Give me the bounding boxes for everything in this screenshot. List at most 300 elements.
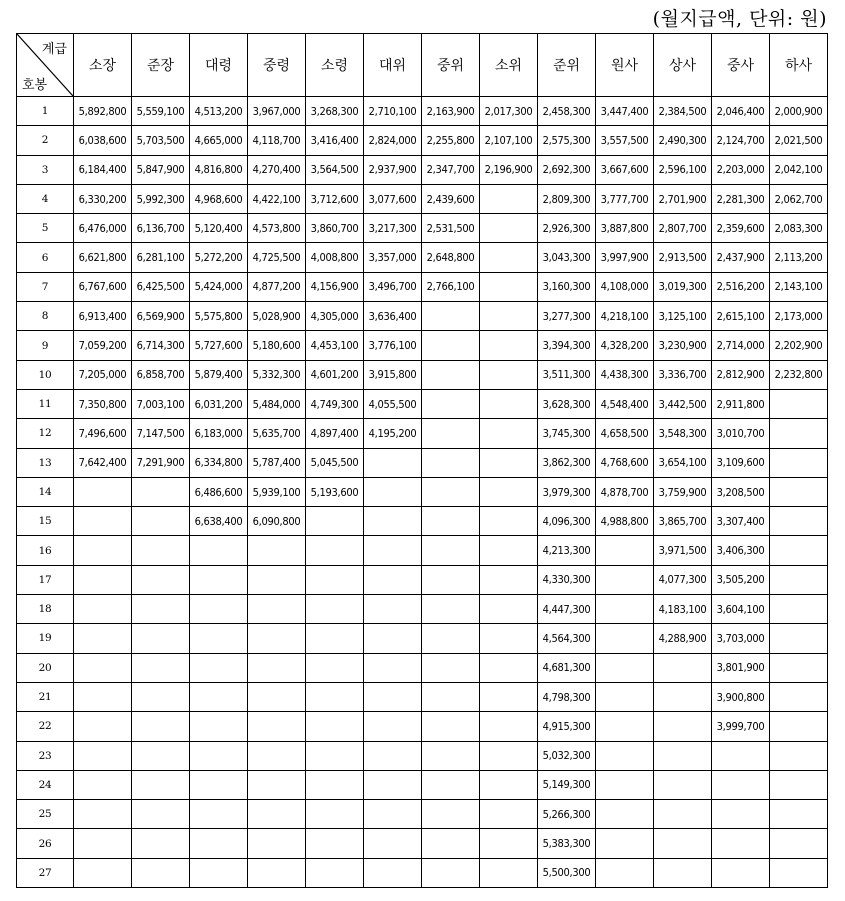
step-cell: 5 <box>17 214 74 243</box>
pay-cell: 4,665,000 <box>190 126 248 155</box>
pay-cell <box>596 770 654 799</box>
pay-cell <box>306 507 364 536</box>
pay-cell: 5,939,100 <box>248 477 306 506</box>
table-row <box>17 829 828 858</box>
pay-cell: 5,879,400 <box>190 360 248 389</box>
pay-cell <box>480 419 538 448</box>
pay-cell <box>480 477 538 506</box>
pay-cell <box>74 858 132 887</box>
pay-cell: 3,416,400 <box>306 126 364 155</box>
pay-cell <box>596 565 654 594</box>
pay-cell <box>654 770 712 799</box>
pay-cell: 6,090,800 <box>248 507 306 536</box>
pay-cell <box>480 858 538 887</box>
pay-cell: 2,062,700 <box>770 184 828 213</box>
pay-cell <box>248 712 306 741</box>
pay-cell: 2,203,000 <box>712 155 770 184</box>
pay-cell: 2,926,300 <box>538 214 596 243</box>
pay-cell: 4,915,300 <box>538 712 596 741</box>
pay-cell: 2,437,900 <box>712 243 770 272</box>
step-cell: 19 <box>17 624 74 653</box>
pay-cell: 4,564,300 <box>538 624 596 653</box>
table-row <box>17 126 828 155</box>
pay-cell: 4,725,500 <box>248 243 306 272</box>
step-cell: 13 <box>17 448 74 477</box>
pay-cell <box>770 624 828 653</box>
pay-cell <box>74 800 132 829</box>
pay-cell: 2,202,900 <box>770 331 828 360</box>
pay-cell: 4,513,200 <box>190 97 248 126</box>
pay-cell <box>74 624 132 653</box>
rank-header: 상사 <box>654 34 712 97</box>
step-cell: 12 <box>17 419 74 448</box>
pay-cell: 4,118,700 <box>248 126 306 155</box>
rank-header: 중위 <box>422 34 480 97</box>
pay-cell <box>770 507 828 536</box>
pay-cell: 5,484,000 <box>248 389 306 418</box>
pay-cell: 2,046,400 <box>712 97 770 126</box>
pay-cell: 6,184,400 <box>74 155 132 184</box>
pay-cell <box>132 682 190 711</box>
pay-cell <box>596 682 654 711</box>
table-row <box>17 155 828 184</box>
pay-cell <box>248 653 306 682</box>
pay-cell: 7,205,000 <box>74 360 132 389</box>
pay-cell <box>770 448 828 477</box>
pay-cell <box>422 302 480 331</box>
pay-cell: 4,968,600 <box>190 184 248 213</box>
pay-cell: 2,107,100 <box>480 126 538 155</box>
pay-cell <box>480 800 538 829</box>
pay-cell <box>480 389 538 418</box>
pay-cell <box>422 800 480 829</box>
pay-cell <box>770 712 828 741</box>
pay-cell <box>306 624 364 653</box>
pay-cell: 2,596,100 <box>654 155 712 184</box>
pay-cell <box>74 770 132 799</box>
pay-cell <box>770 477 828 506</box>
table-row <box>17 448 828 477</box>
pay-cell <box>654 741 712 770</box>
pay-cell: 2,021,500 <box>770 126 828 155</box>
step-cell: 18 <box>17 595 74 624</box>
pay-cell <box>364 653 422 682</box>
pay-cell: 5,559,100 <box>132 97 190 126</box>
pay-cell: 2,911,800 <box>712 389 770 418</box>
pay-cell: 3,406,300 <box>712 536 770 565</box>
pay-cell: 3,636,400 <box>364 302 422 331</box>
pay-cell: 4,328,200 <box>596 331 654 360</box>
pay-cell <box>422 536 480 565</box>
pay-cell: 3,712,600 <box>306 184 364 213</box>
rank-header: 원사 <box>596 34 654 97</box>
pay-cell: 2,359,600 <box>712 214 770 243</box>
pay-cell: 2,648,800 <box>422 243 480 272</box>
table-row <box>17 624 828 653</box>
pay-cell: 3,447,400 <box>596 97 654 126</box>
pay-cell: 3,703,000 <box>712 624 770 653</box>
pay-cell: 3,887,800 <box>596 214 654 243</box>
pay-cell <box>190 741 248 770</box>
rank-header: 중령 <box>248 34 306 97</box>
pay-cell: 7,003,100 <box>132 389 190 418</box>
pay-cell: 4,878,700 <box>596 477 654 506</box>
rank-header: 대위 <box>364 34 422 97</box>
pay-cell: 3,777,700 <box>596 184 654 213</box>
pay-cell <box>596 624 654 653</box>
pay-cell: 3,979,300 <box>538 477 596 506</box>
pay-cell <box>248 829 306 858</box>
pay-cell: 4,877,200 <box>248 272 306 301</box>
pay-cell <box>596 653 654 682</box>
pay-cell: 4,798,300 <box>538 682 596 711</box>
pay-cell: 4,447,300 <box>538 595 596 624</box>
pay-cell <box>480 184 538 213</box>
table-row <box>17 97 828 126</box>
pay-cell <box>654 712 712 741</box>
pay-cell: 4,077,300 <box>654 565 712 594</box>
pay-cell <box>422 477 480 506</box>
pay-cell: 6,281,100 <box>132 243 190 272</box>
pay-cell <box>770 682 828 711</box>
pay-cell <box>712 770 770 799</box>
pay-cell: 3,496,700 <box>364 272 422 301</box>
pay-cell <box>770 653 828 682</box>
table-row <box>17 507 828 536</box>
pay-cell: 6,569,900 <box>132 302 190 331</box>
pay-cell <box>306 682 364 711</box>
pay-cell: 6,714,300 <box>132 331 190 360</box>
step-cell: 1 <box>17 97 74 126</box>
step-cell: 21 <box>17 682 74 711</box>
pay-cell <box>422 741 480 770</box>
pay-cell <box>422 360 480 389</box>
pay-cell <box>74 536 132 565</box>
pay-cell <box>770 858 828 887</box>
pay-cell <box>132 565 190 594</box>
pay-cell <box>248 624 306 653</box>
pay-cell: 2,913,500 <box>654 243 712 272</box>
pay-cell <box>74 829 132 858</box>
pay-cell <box>422 419 480 448</box>
pay-cell: 2,083,300 <box>770 214 828 243</box>
pay-cell <box>306 858 364 887</box>
pay-cell: 2,692,300 <box>538 155 596 184</box>
pay-cell <box>364 858 422 887</box>
pay-cell: 2,143,100 <box>770 272 828 301</box>
pay-cell: 3,801,900 <box>712 653 770 682</box>
pay-cell: 4,548,400 <box>596 389 654 418</box>
step-cell: 16 <box>17 536 74 565</box>
pay-cell <box>74 477 132 506</box>
step-cell: 15 <box>17 507 74 536</box>
table-row <box>17 272 828 301</box>
table-body <box>17 97 828 888</box>
pay-cell <box>480 682 538 711</box>
pay-cell <box>364 477 422 506</box>
pay-cell: 6,136,700 <box>132 214 190 243</box>
pay-cell: 2,937,900 <box>364 155 422 184</box>
step-cell: 3 <box>17 155 74 184</box>
pay-cell <box>712 800 770 829</box>
pay-cell: 3,900,800 <box>712 682 770 711</box>
unit-caption: (월지급액, 단위: 원) <box>652 8 827 30</box>
pay-cell: 3,277,300 <box>538 302 596 331</box>
pay-cell: 6,038,600 <box>74 126 132 155</box>
pay-cell <box>190 682 248 711</box>
pay-cell: 4,681,300 <box>538 653 596 682</box>
pay-cell <box>480 272 538 301</box>
pay-cell <box>248 565 306 594</box>
pay-cell <box>132 507 190 536</box>
pay-cell: 2,017,300 <box>480 97 538 126</box>
table-row <box>17 184 828 213</box>
pay-cell: 2,196,900 <box>480 155 538 184</box>
pay-cell <box>770 829 828 858</box>
pay-cell: 3,860,700 <box>306 214 364 243</box>
pay-cell: 6,476,000 <box>74 214 132 243</box>
table-row <box>17 741 828 770</box>
pay-cell <box>364 595 422 624</box>
pay-cell: 5,149,300 <box>538 770 596 799</box>
pay-cell: 5,787,400 <box>248 448 306 477</box>
pay-cell: 3,999,700 <box>712 712 770 741</box>
pay-cell: 4,213,300 <box>538 536 596 565</box>
pay-cell <box>248 770 306 799</box>
table-row <box>17 331 828 360</box>
pay-cell: 3,442,500 <box>654 389 712 418</box>
pay-cell: 2,490,300 <box>654 126 712 155</box>
pay-cell: 2,809,300 <box>538 184 596 213</box>
pay-cell: 4,573,800 <box>248 214 306 243</box>
pay-cell <box>480 448 538 477</box>
pay-cell <box>770 741 828 770</box>
pay-cell: 6,913,400 <box>74 302 132 331</box>
pay-cell <box>422 331 480 360</box>
pay-cell <box>132 712 190 741</box>
pay-cell: 3,505,200 <box>712 565 770 594</box>
pay-cell: 4,270,400 <box>248 155 306 184</box>
pay-cell: 3,776,100 <box>364 331 422 360</box>
pay-cell <box>654 829 712 858</box>
pay-cell <box>654 858 712 887</box>
pay-cell: 3,548,300 <box>654 419 712 448</box>
pay-cell <box>770 419 828 448</box>
step-cell: 2 <box>17 126 74 155</box>
step-cell: 9 <box>17 331 74 360</box>
pay-cell <box>132 595 190 624</box>
pay-cell: 2,516,200 <box>712 272 770 301</box>
pay-cell <box>596 536 654 565</box>
pay-cell <box>74 595 132 624</box>
pay-cell: 3,010,700 <box>712 419 770 448</box>
pay-cell: 4,988,800 <box>596 507 654 536</box>
pay-table <box>16 33 828 888</box>
pay-cell: 4,096,300 <box>538 507 596 536</box>
pay-cell: 2,173,000 <box>770 302 828 331</box>
pay-cell: 4,749,300 <box>306 389 364 418</box>
table-row <box>17 858 828 887</box>
pay-cell: 2,531,500 <box>422 214 480 243</box>
pay-cell <box>248 800 306 829</box>
pay-cell <box>190 536 248 565</box>
step-cell: 4 <box>17 184 74 213</box>
pay-cell: 2,113,200 <box>770 243 828 272</box>
pay-cell <box>422 653 480 682</box>
pay-cell <box>654 800 712 829</box>
table-row <box>17 595 828 624</box>
pay-cell <box>770 389 828 418</box>
pay-cell: 2,714,000 <box>712 331 770 360</box>
pay-cell <box>190 858 248 887</box>
pay-cell <box>712 741 770 770</box>
pay-cell <box>596 800 654 829</box>
pay-cell: 5,575,800 <box>190 302 248 331</box>
pay-cell: 4,195,200 <box>364 419 422 448</box>
pay-cell: 7,059,200 <box>74 331 132 360</box>
pay-cell <box>74 653 132 682</box>
pay-cell: 7,291,900 <box>132 448 190 477</box>
pay-cell: 5,272,200 <box>190 243 248 272</box>
pay-cell <box>480 565 538 594</box>
pay-cell: 5,120,400 <box>190 214 248 243</box>
pay-cell: 3,043,300 <box>538 243 596 272</box>
pay-cell: 6,486,600 <box>190 477 248 506</box>
pay-cell <box>422 682 480 711</box>
pay-cell: 3,019,300 <box>654 272 712 301</box>
pay-cell: 3,208,500 <box>712 477 770 506</box>
step-cell: 27 <box>17 858 74 887</box>
pay-cell <box>248 741 306 770</box>
pay-cell: 3,336,700 <box>654 360 712 389</box>
pay-cell: 4,816,800 <box>190 155 248 184</box>
table-row <box>17 800 828 829</box>
table-row <box>17 653 828 682</box>
pay-cell: 3,971,500 <box>654 536 712 565</box>
table-row <box>17 360 828 389</box>
pay-cell <box>654 682 712 711</box>
header-row <box>17 34 828 97</box>
pay-cell: 3,230,900 <box>654 331 712 360</box>
pay-cell <box>364 712 422 741</box>
pay-cell <box>596 595 654 624</box>
pay-cell: 5,383,300 <box>538 829 596 858</box>
pay-cell: 4,008,800 <box>306 243 364 272</box>
pay-cell: 3,109,600 <box>712 448 770 477</box>
table-row <box>17 389 828 418</box>
pay-cell <box>132 858 190 887</box>
step-cell: 25 <box>17 800 74 829</box>
pay-cell <box>306 653 364 682</box>
pay-cell: 2,807,700 <box>654 214 712 243</box>
pay-cell: 4,156,900 <box>306 272 364 301</box>
pay-cell <box>190 829 248 858</box>
pay-cell <box>422 448 480 477</box>
pay-cell <box>132 741 190 770</box>
pay-cell: 3,077,600 <box>364 184 422 213</box>
pay-cell <box>770 770 828 799</box>
pay-cell <box>132 477 190 506</box>
pay-cell <box>306 741 364 770</box>
pay-cell: 2,766,100 <box>422 272 480 301</box>
pay-cell <box>480 770 538 799</box>
pay-cell <box>480 536 538 565</box>
pay-cell <box>596 829 654 858</box>
rank-header: 소위 <box>480 34 538 97</box>
pay-cell <box>422 712 480 741</box>
pay-cell <box>306 829 364 858</box>
pay-cell <box>712 829 770 858</box>
pay-cell <box>306 595 364 624</box>
pay-cell: 2,615,100 <box>712 302 770 331</box>
pay-cell: 3,125,100 <box>654 302 712 331</box>
pay-cell <box>422 829 480 858</box>
pay-cell: 4,897,400 <box>306 419 364 448</box>
pay-cell: 5,193,600 <box>306 477 364 506</box>
rank-header: 준위 <box>538 34 596 97</box>
pay-cell <box>248 536 306 565</box>
pay-cell: 5,847,900 <box>132 155 190 184</box>
pay-cell: 4,108,000 <box>596 272 654 301</box>
step-cell: 22 <box>17 712 74 741</box>
pay-cell: 2,163,900 <box>422 97 480 126</box>
table-row <box>17 536 828 565</box>
pay-cell <box>480 624 538 653</box>
step-cell: 7 <box>17 272 74 301</box>
pay-cell: 5,028,900 <box>248 302 306 331</box>
pay-cell <box>480 214 538 243</box>
pay-cell <box>480 741 538 770</box>
pay-cell <box>306 800 364 829</box>
table-row <box>17 302 828 331</box>
pay-cell <box>364 565 422 594</box>
pay-cell: 6,425,500 <box>132 272 190 301</box>
pay-cell <box>364 507 422 536</box>
pay-cell: 4,288,900 <box>654 624 712 653</box>
pay-cell: 2,347,700 <box>422 155 480 184</box>
pay-cell: 4,330,300 <box>538 565 596 594</box>
pay-cell <box>654 653 712 682</box>
step-cell: 20 <box>17 653 74 682</box>
pay-cell: 3,745,300 <box>538 419 596 448</box>
pay-cell: 3,759,900 <box>654 477 712 506</box>
pay-cell <box>480 302 538 331</box>
pay-cell: 6,638,400 <box>190 507 248 536</box>
rank-header: 대령 <box>190 34 248 97</box>
pay-cell: 3,628,300 <box>538 389 596 418</box>
pay-cell: 3,865,700 <box>654 507 712 536</box>
pay-cell: 2,124,700 <box>712 126 770 155</box>
pay-cell: 2,701,900 <box>654 184 712 213</box>
pay-cell <box>190 624 248 653</box>
pay-cell <box>422 595 480 624</box>
pay-cell <box>248 858 306 887</box>
pay-cell: 3,915,800 <box>364 360 422 389</box>
pay-cell: 3,967,000 <box>248 97 306 126</box>
pay-cell <box>364 800 422 829</box>
pay-cell <box>190 800 248 829</box>
pay-cell: 7,642,400 <box>74 448 132 477</box>
pay-cell: 2,575,300 <box>538 126 596 155</box>
pay-cell: 5,992,300 <box>132 184 190 213</box>
pay-cell: 5,424,000 <box>190 272 248 301</box>
pay-cell <box>132 770 190 799</box>
table-row <box>17 477 828 506</box>
pay-cell: 3,357,000 <box>364 243 422 272</box>
pay-cell: 2,281,300 <box>712 184 770 213</box>
step-cell: 6 <box>17 243 74 272</box>
pay-cell <box>190 653 248 682</box>
